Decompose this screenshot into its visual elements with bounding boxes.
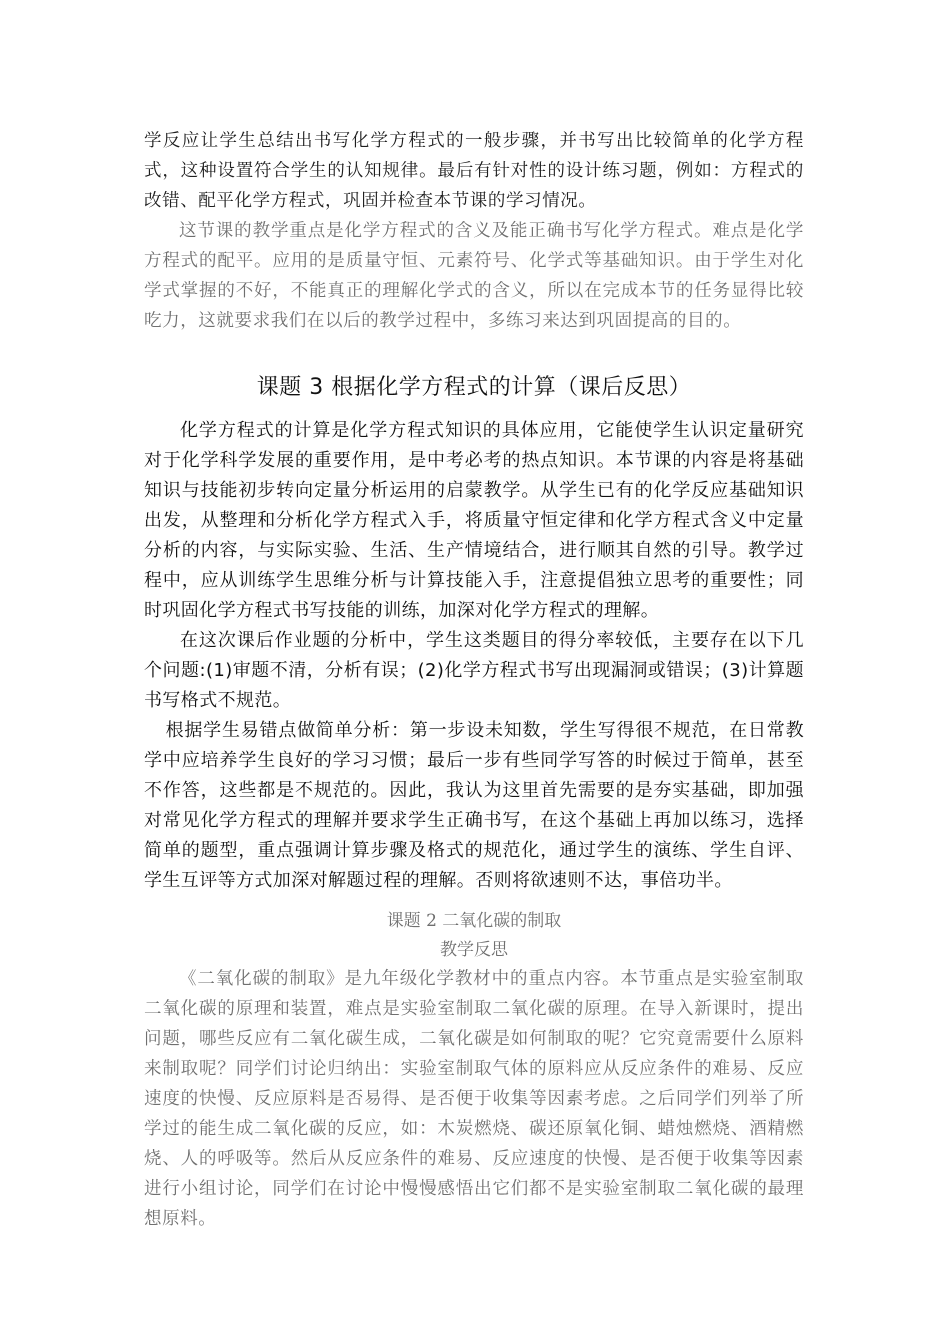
section1-paragraph-2: 这节课的教学重点是化学方程式的含义及能正确书写化学方程式。难点是化学方程式的配平。应用的是质量守恒、元素符号、化学式等基础知识。由于学生对化学式掌握的不好，不能真正的理解化学式的含义，所以在完成本节的任务显得比较吃力，这就要求我们在以后的教学过程中，多练习来达到巩固提高的目的。 xyxy=(144,221,804,331)
section2-paragraph-1: 化学方程式的计算是化学方程式知识的具体应用，它能使学生认识定量研究对于化学科学发展的重要作用，是中考必考的热点知识。本节课的内容是将基础知识与技能初步转向定量分析运用的启蒙教学。从学生已有的化学反应基础知识出发，从整理和分析化学方程式入手，将质量守恒定律和化学方程式含义中定量分析的内容，与实际实验、生活、生产情境结合，进行顺其自然的引导。教学过程中，应从训练学生思维分析与计算技能入手，注意提倡独立思考的重要性；同时巩固化学方程式书写技能的训练，加深对化学方程式的理解。 xyxy=(144,420,804,621)
section2-paragraph-2: 在这次课后作业题的分析中，学生这类题目的得分率较低，主要存在以下几个问题:(1)审题不清，分析有误；(2)化学方程式书写出现漏洞或错误；(3)计算题书写格式不规范。 xyxy=(144,630,804,711)
section3-text xyxy=(144,964,804,1234)
section1-text xyxy=(144,126,804,336)
section2-text xyxy=(144,416,804,896)
section3-title: 课题 2 二氧化碳的制取 xyxy=(386,911,562,931)
section2-title: 课题 3 根据化学方程式的计算（课后反思） xyxy=(256,375,692,400)
section3-paragraph-1: 《二氧化碳的制取》是九年级化学教材中的重点内容。本节重点是实验室制取二氧化碳的原理和装置，难点是实验室制取二氧化碳的原理。在导入新课时，提出问题，哪些反应有二氧化碳生成，二氧化碳是如何制取的呢？它究竟需要什么原料来制取呢？同学们讨论归纳出：实验室制取气体的原料应从反应条件的难易、反应速度的快慢、反应原料是否易得、是否便于收集等因素考虑。之后同学们列举了所学过的能生成二氧化碳的反应，如：木炭燃烧、碳还原氧化铜、蜡烛燃烧、酒精燃烧、人的呼吸等。然后从反应条件的难易、反应速度的快慢、是否便于收集等因素进行小组讨论，同学们在讨论中慢慢感悟出它们都不是实验室制取二氧化碳的最理想原料。 xyxy=(144,969,804,1229)
section1-paragraph-1: 学反应让学生总结出书写化学方程式的一般步骤，并书写出比较简单的化学方程式，这种设置符合学生的认知规律。最后有针对性的设计练习题，例如：方程式的改错、配平化学方程式，巩固并检查本节课的学习情况。 xyxy=(144,131,804,211)
section3-subtitle: 教学反思 xyxy=(440,940,508,960)
section2-paragraph-3: 根据学生易错点做简单分析：第一步设未知数，学生写得很不规范，在日常教学中应培养学生良好的学习习惯；最后一步有些同学写答的时候过于简单，甚至不作答，这些都是不规范的。因此，我认为这里首先需要的是夯实基础，即加强对常见化学方程式的理解并要求学生正确书写，在这个基础上再加以练习，选择简单的题型，重点强调计算步骤及格式的规范化，通过学生的演练、学生自评、学生互评等方式加深对解题过程的理解。否则将欲速则不达，事倍功半。 xyxy=(144,720,804,891)
